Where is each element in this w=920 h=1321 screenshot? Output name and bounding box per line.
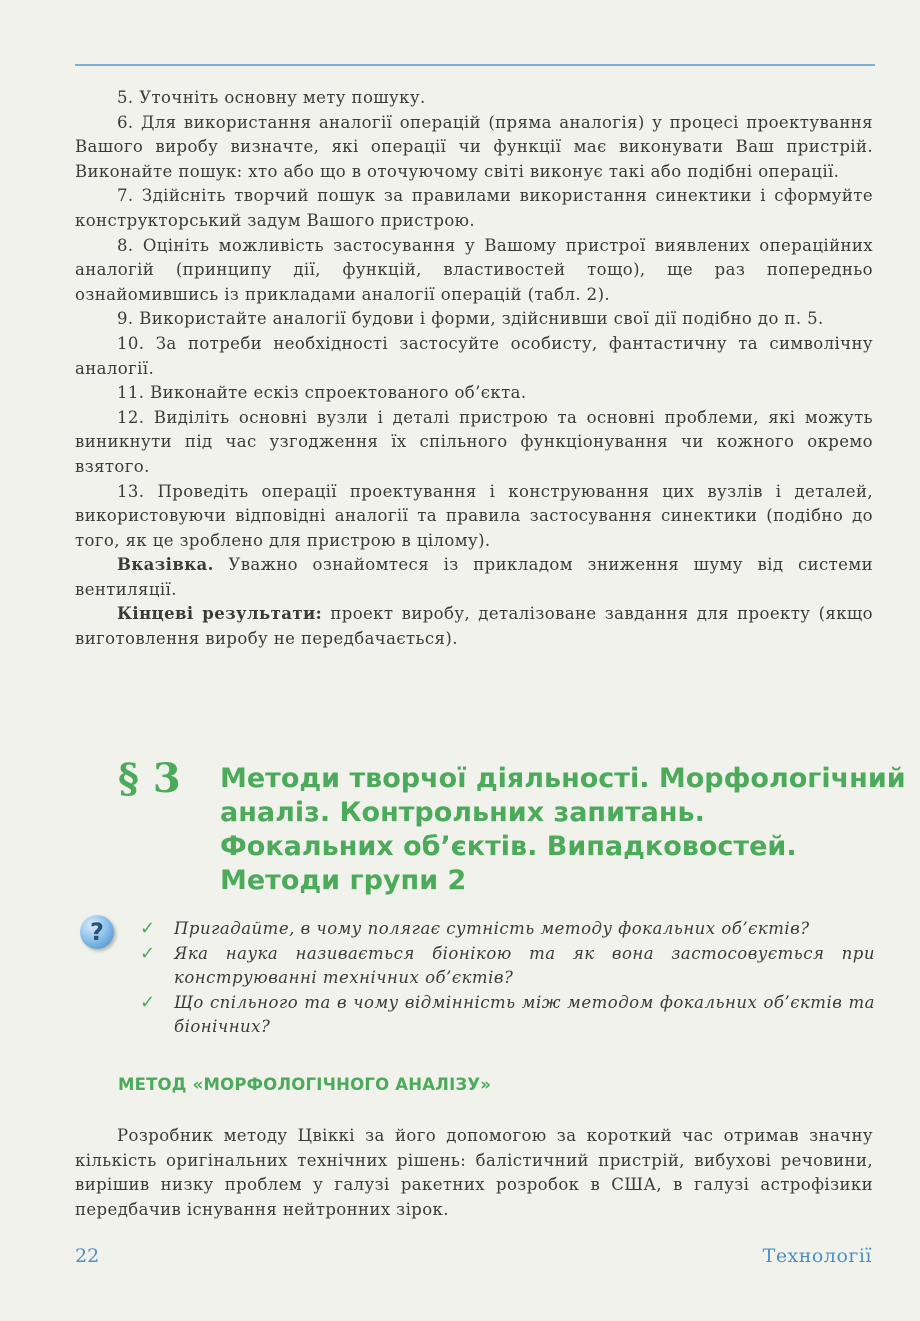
- page-number: 22: [75, 1245, 100, 1267]
- step-item: 9. Використайте аналогії будови і форми, здійснивши свої дії подібно до п. 5.: [117, 309, 824, 329]
- running-title: Технології: [762, 1245, 872, 1267]
- review-questions: [140, 917, 875, 1040]
- results-label: Кінцеві результати:: [117, 604, 323, 624]
- question-item: ✓ Пригадайте, в чому полягає сутність методу фокальних об’єктів?: [140, 917, 875, 942]
- question-item: ✓ Яка наука називається біонікою та як вона застосовується при конструюванні технічних об’єктів?: [140, 942, 875, 987]
- header-rule: [75, 64, 875, 66]
- step-item: 13. Проведіть операції проектування і конструювання цих вузлів і деталей, використовуючи відповідні аналогії та правила застосування синектики (подібно до того, як це зроблено для пристрою в цілому).: [75, 481, 873, 550]
- step-item: 12. Виділіть основні вузли і деталі пристрою та основні проблеми, які можуть виникнути під час узгодження їх спільного функціонування чи кожного окремо взятого.: [75, 407, 873, 476]
- task-steps: [75, 86, 873, 652]
- step-item: 8. Оцініть можливість застосування у Вашому пристрої виявлених операційних аналогій (принципу дії, функцій, властивостей тощо), ще раз попередньо ознайомившись із прикладами аналогії операцій (табл. 2).: [75, 235, 873, 304]
- results-paragraph: Кінцеві результати: проект виробу, деталізоване завдання для проекту (якщо виготовлення виробу не передбачається).: [75, 604, 874, 649]
- step-item: 11. Виконайте ескіз спроектованого об’єкта.: [117, 383, 527, 403]
- hint-paragraph: Вказівка. Уважно ознайомтеся із прикладом зниження шуму від системи вентиляції.: [75, 555, 873, 599]
- section-number: § 3: [118, 755, 181, 802]
- step-item: 5. Уточніть основну мету пошуку.: [117, 88, 426, 107]
- question-item: ✓ Що спільного та в чому відмінність між методом фокальних об’єктів та біонічних?: [140, 991, 875, 1036]
- step-item: 10. За потреби необхідності застосуйте особисту, фантастичну та символічну аналогії.: [75, 333, 873, 378]
- hint-label: Вказівка.: [117, 555, 214, 575]
- check-icon: ✓: [140, 991, 156, 1013]
- method-subheading: МЕТОД «МОРФОЛОГІЧНОГО АНАЛІЗУ»: [118, 1075, 492, 1094]
- section-title: Методи творчої діяльності. Морфологічний аналіз. Контрольних запитань. Фокальних об’єктів. Випадковостей. Методи групи 2: [220, 763, 906, 896]
- check-icon: ✓: [140, 942, 156, 964]
- check-icon: ✓: [140, 918, 156, 939]
- step-item: 7. Здійсніть творчий пошук за правилами використання синектики і сформуйте конструкторський задум Вашого пристрою.: [75, 186, 873, 230]
- step-item: 6. Для використання аналогії операцій (пряма аналогія) у процесі проектування Вашого виробу визначте, які операції чи функції має виконувати Ваш пристрій. Виконайте пошук: хто або що в оточуючому світі виконує такі або подібні операції.: [75, 112, 873, 181]
- question-mark-icon: ?: [80, 915, 114, 949]
- method-paragraph: Розробник методу Цвіккі за його допомогою за короткий час отримав значну кількість оригінальних технічних рішень: балістичний пристрій, вибухові речовини, вирішив низку проблем у галузі ракетних розробок в США, в галузі астрофізики передбачив існування нейтронних зірок.: [75, 1126, 873, 1219]
